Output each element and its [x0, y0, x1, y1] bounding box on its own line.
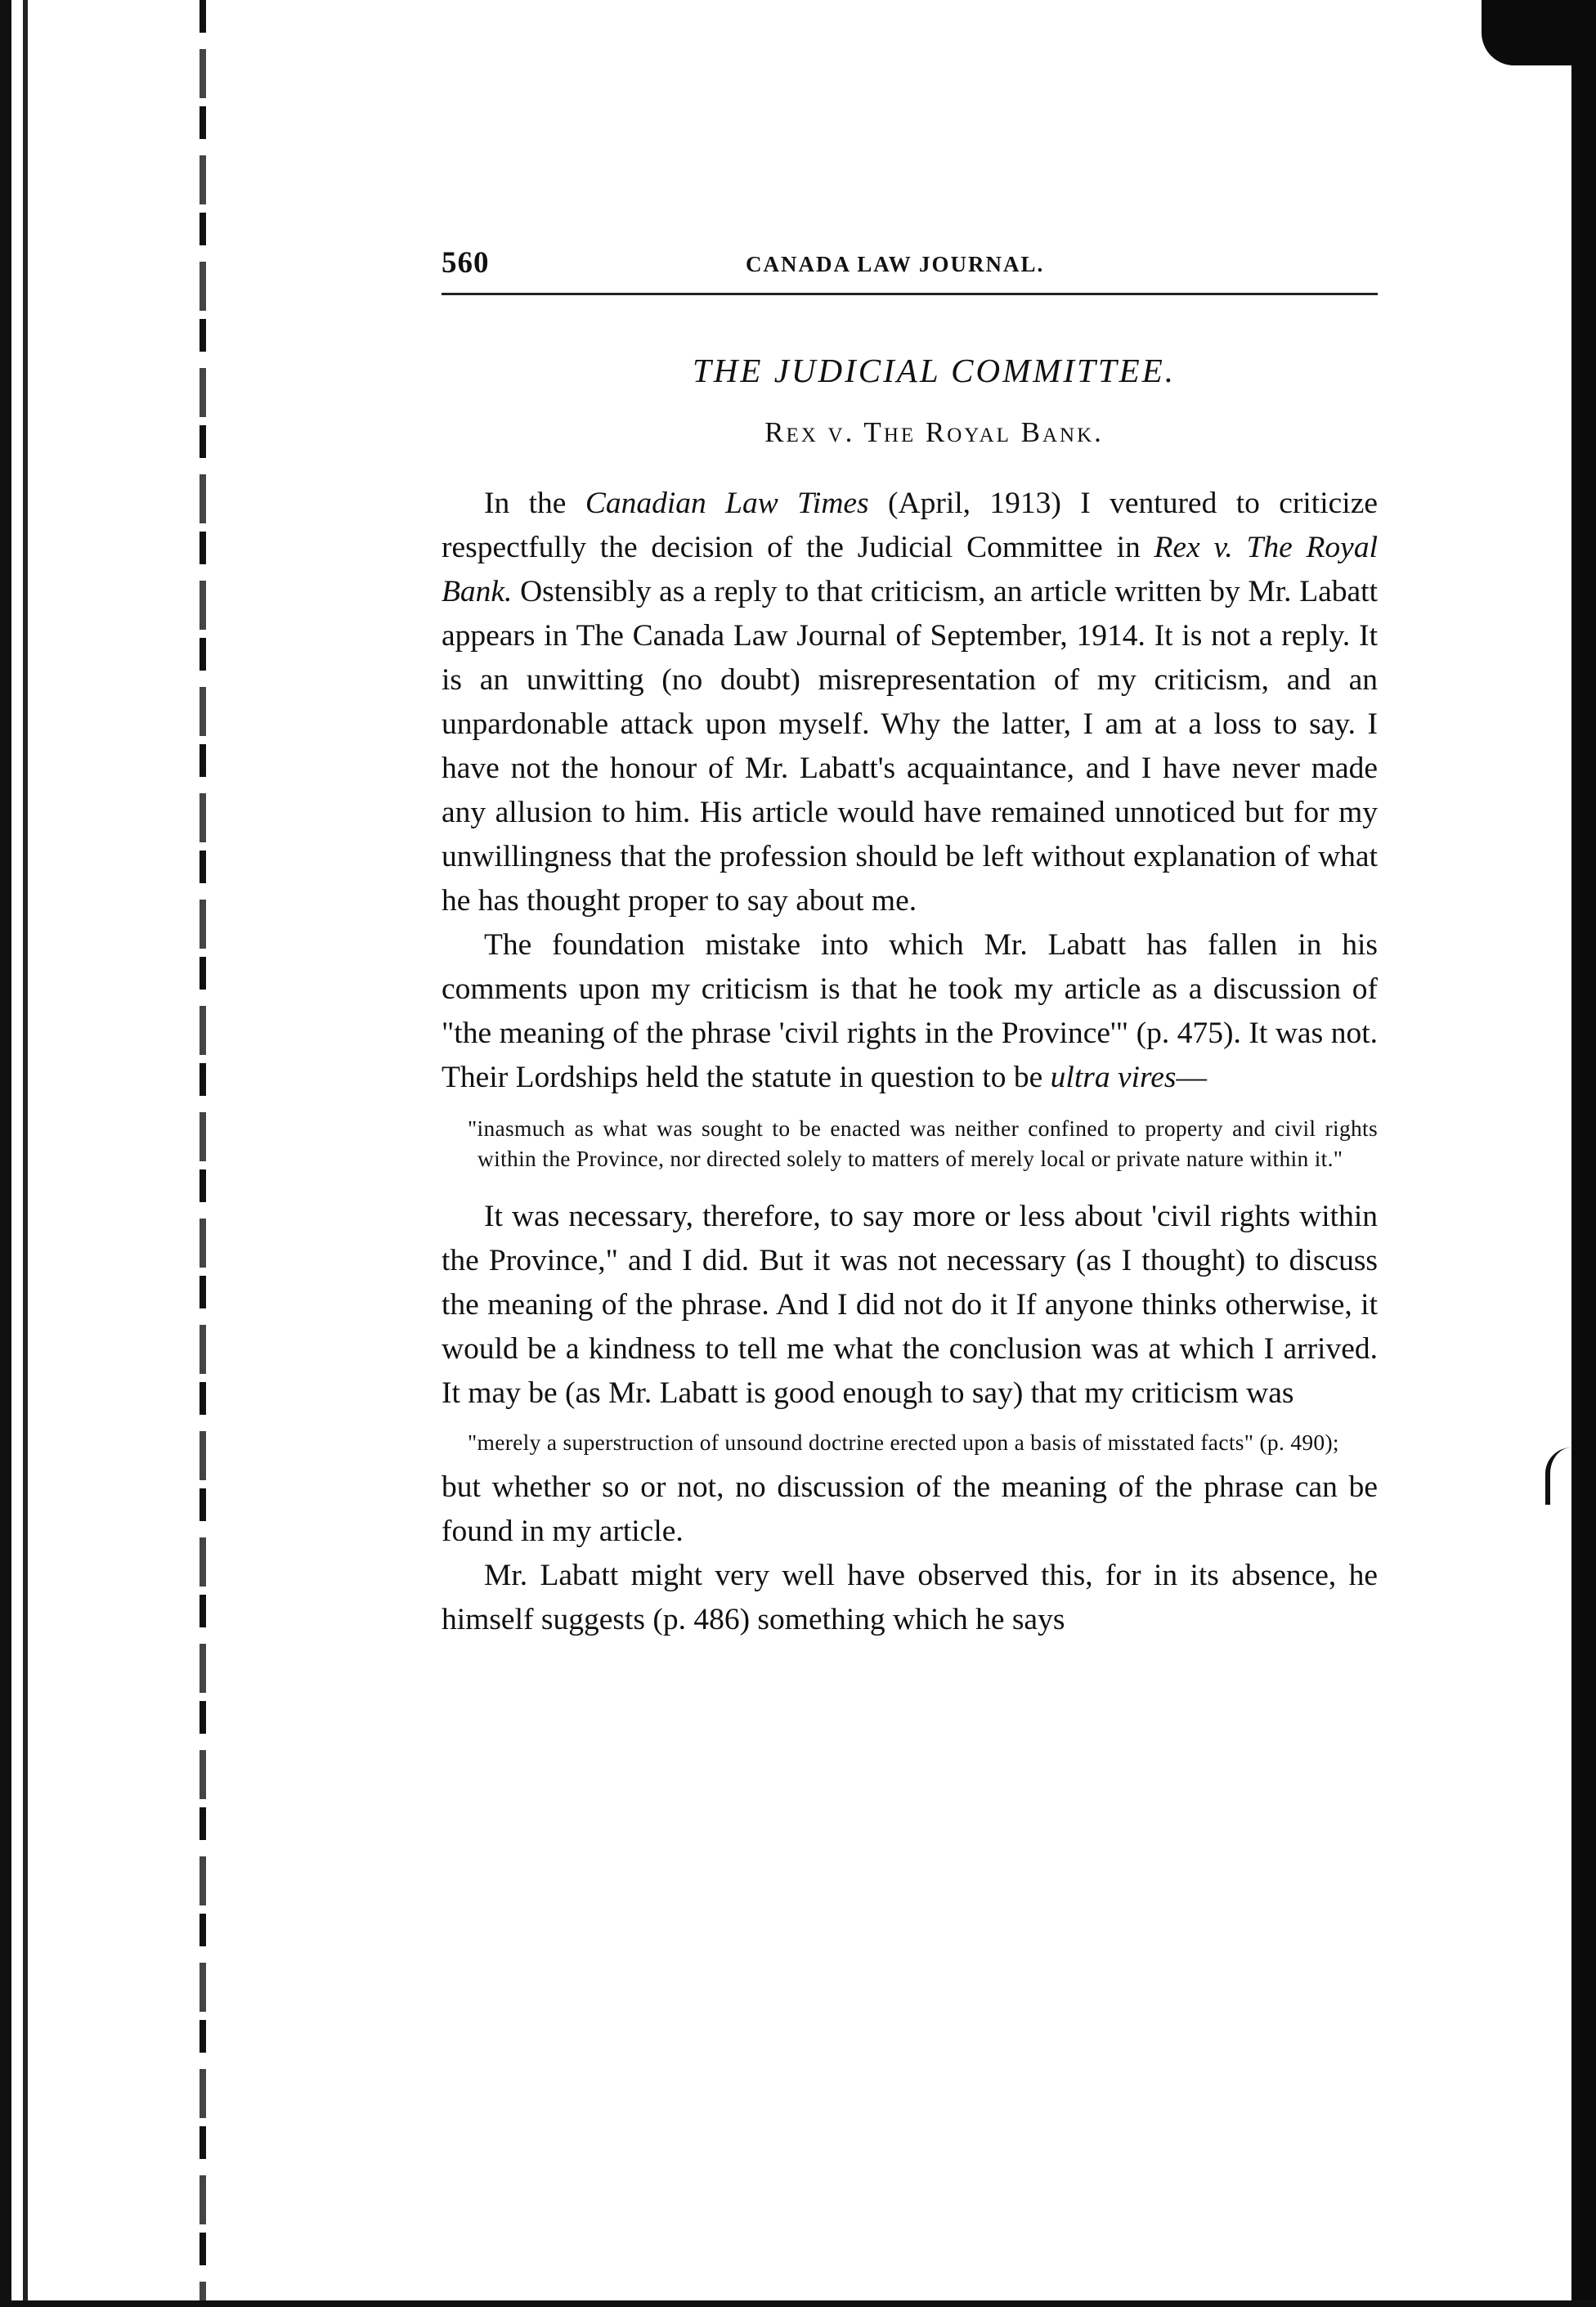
block-quote-2: "merely a superstruction of unsound doctrine erected upon a basis of misstated facts" (p. 490);: [468, 1430, 1339, 1455]
running-head: [442, 245, 1378, 295]
scan-edge-left: [0, 0, 11, 2307]
scan-gutter-marks: [200, 0, 206, 2307]
scan-edge-bottom: [0, 2300, 1596, 2307]
paragraph-1-italic-journal: Canadian Law Times: [585, 487, 869, 520]
paragraph-1-text-a: In the: [484, 487, 585, 520]
block-quote-1: "inasmuch as what was sought to be enacted was neither confined to property and civil rights within the Province, nor directed solely to matters of merely local or private nature within it.": [468, 1115, 1378, 1171]
case-title: Rex v. The Royal Bank.: [764, 416, 1104, 448]
scan-spine-mark: [1545, 1447, 1571, 1505]
paragraph-1-text-b: (April, 1913) I ventured to criticize respectfully the decision of the Judicial Committee in: [442, 487, 1378, 564]
paragraph-1-italic-case: Rex v. The Royal Bank.: [442, 531, 1378, 608]
spacer: [442, 1174, 1378, 1195]
paragraph-2-text-a: The foundation mistake into which Mr. Labatt has fallen in his comments upon my criticism is that he took my article as a discussion of "the meaning of the phrase 'civil rights in the Province'" (p. 475). It was not. Their Lordships held the statute in question to be: [442, 928, 1378, 1094]
page-number: 560: [442, 246, 490, 280]
scan-corner-top-right: [1482, 0, 1596, 65]
article-title: THE JUDICIAL COMMITTEE.: [693, 352, 1176, 389]
paragraph-4: but whether so or not, no discussion of the meaning of the phrase can be found in my article.: [442, 1470, 1378, 1548]
paragraph-2-italic: ultra vires: [1050, 1061, 1177, 1094]
paragraph-2-text-b: —: [1176, 1061, 1207, 1094]
scan-edge-right: [1571, 0, 1596, 2307]
paragraph-2: [442, 923, 1378, 1100]
document-page: [442, 245, 1378, 1642]
paragraph-1-text-c: Ostensibly as a reply to that criticism, an article written by Mr. Labatt appears in The Canada Law Journal of September, 1914. It is not a reply. It is an unwitting (no doubt) misrepresentation of my criticism, and an unpardonable attack upon myself. Why the latter, I am at a loss to say. I have not the honour of Mr. Labatt's acquaintance, and I have never made any allusion to him. His article would have remained unnoticed but for my unwillingness that the profession should be left without explanation of what he has thought proper to say about me.: [442, 575, 1378, 918]
paragraph-3: It was necessary, therefore, to say more or less about 'civil rights within the Province," and I did. But it was not necessary (as I thought) to discuss the meaning of the phrase. And I did not do it If anyone thinks otherwise, it would be a kindness to tell me what the conclusion was at which I arrived. It may be (as Mr. Labatt is good enough to say) that my criticism was: [442, 1200, 1378, 1410]
paragraph-1: [442, 482, 1378, 923]
journal-title: CANADA LAW JOURNAL.: [746, 252, 1045, 276]
scan-edge-left-line: [23, 0, 28, 2307]
paragraph-5: Mr. Labatt might very well have observed this, for in its absence, he himself suggests (p. 486) something which he says: [442, 1559, 1378, 1636]
